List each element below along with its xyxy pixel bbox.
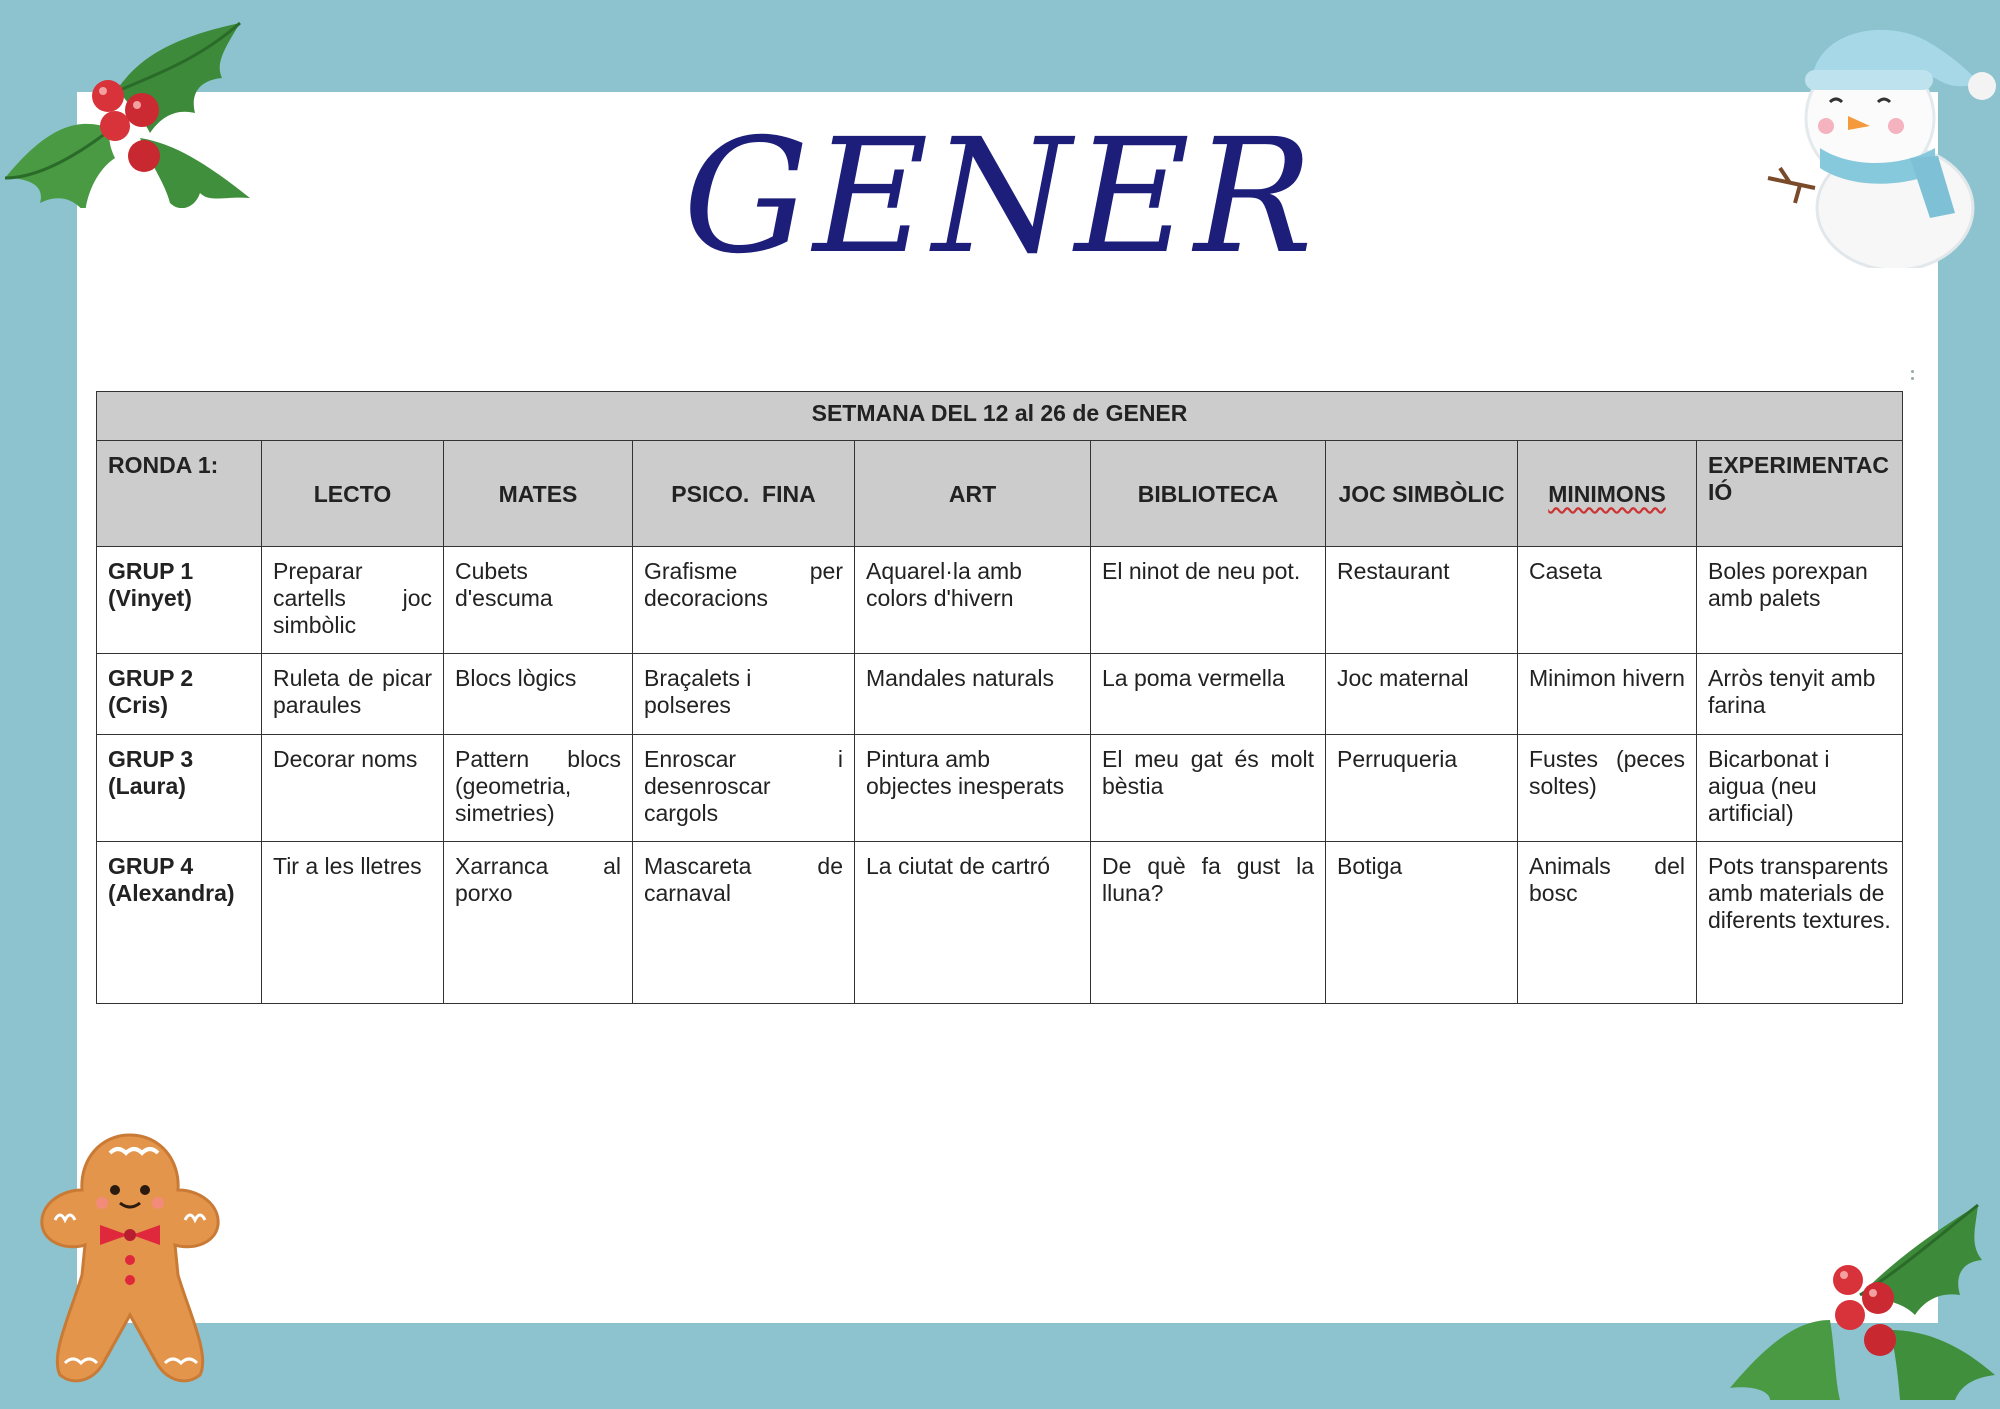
activity-cell: Joc maternal <box>1326 654 1518 735</box>
activity-cell: Restaurant <box>1326 547 1518 654</box>
group-cell: GRUP 2 (Cris) <box>97 654 262 735</box>
activity-cell: Bicarbonat i aigua (neu artificial) <box>1697 735 1903 842</box>
activity-cell: Caseta <box>1518 547 1697 654</box>
activity-cell: Pots transparents amb materials de diferents textures. <box>1697 842 1903 1004</box>
activity-cell: Minimon hivern <box>1518 654 1697 735</box>
activity-cell: Pintura amb objectes inesperats <box>855 735 1091 842</box>
holly-icon <box>1720 1200 2000 1400</box>
activity-cell: Animals del bosc <box>1518 842 1697 1004</box>
activity-cell: La poma vermella <box>1091 654 1326 735</box>
holly-icon <box>0 18 260 208</box>
activity-cell: Fustes (peces soltes) <box>1518 735 1697 842</box>
activity-cell: Cubets d'escuma <box>444 547 633 654</box>
activity-cell: El meu gat és molt bèstia <box>1091 735 1326 842</box>
snowman-icon <box>1760 18 2000 268</box>
activity-cell: Decorar noms <box>262 735 444 842</box>
col-header-minimons <box>1518 441 1697 547</box>
table-drag-handle[interactable] <box>1911 370 1915 388</box>
group-cell: GRUP 3 (Laura) <box>97 735 262 842</box>
activity-cell: Mascareta de carnaval <box>633 842 855 1004</box>
activity-cell: Boles porexpan amb palets <box>1697 547 1903 654</box>
group-cell: GRUP 1 (Vinyet) <box>97 547 262 654</box>
activity-cell: Tir a les lletres <box>262 842 444 1004</box>
col-header-minimons-label: MINIMONS <box>1548 480 1666 507</box>
activity-cell: Xarranca al porxo <box>444 842 633 1004</box>
col-header-biblioteca: BIBLIOTECA <box>1091 441 1326 547</box>
activity-cell: Enroscar i desenroscar cargols <box>633 735 855 842</box>
activity-cell: Braçalets i polseres <box>633 654 855 735</box>
activity-cell: Ruleta de picar paraules <box>262 654 444 735</box>
activity-cell: El ninot de neu pot. <box>1091 547 1326 654</box>
col-header-art: ART <box>855 441 1091 547</box>
col-header-experimentacio-label: EXPERIMENTACIÓ <box>1708 452 1890 505</box>
group-cell: GRUP 4 (Alexandra) <box>97 842 262 1004</box>
activity-cell: Arròs tenyit amb farina <box>1697 654 1903 735</box>
col-header-mates: MATES <box>444 441 633 547</box>
activity-cell: Preparar cartells joc simbòlic <box>262 547 444 654</box>
activity-cell: La ciutat de cartró <box>855 842 1091 1004</box>
activity-cell: De què fa gust la lluna? <box>1091 842 1326 1004</box>
col-header-experimentacio <box>1697 441 1903 547</box>
activity-cell: Perruqueria <box>1326 735 1518 842</box>
schedule-table <box>96 391 1903 1004</box>
activity-cell: Botiga <box>1326 842 1518 1004</box>
gingerbread-man-icon <box>30 1125 230 1390</box>
round-label: RONDA 1: <box>97 441 262 547</box>
col-header-lecto: LECTO <box>262 441 444 547</box>
col-header-psico-fina <box>633 441 855 547</box>
col-header-joc-simbolic: JOC SIMBÒLIC <box>1326 441 1518 547</box>
table-row <box>97 654 1903 735</box>
activity-cell: Aquarel·la amb colors d'hivern <box>855 547 1091 654</box>
activity-cell: Mandales naturals <box>855 654 1091 735</box>
col-header-psico-fina-label: PSICO. FINA <box>671 480 816 507</box>
activity-cell: Grafisme per decoracions <box>633 547 855 654</box>
week-banner: SETMANA DEL 12 al 26 de GENER <box>97 392 1903 441</box>
page-title: GENER <box>682 105 1318 289</box>
activity-cell: Blocs lògics <box>444 654 633 735</box>
table-row <box>97 735 1903 842</box>
activity-cell: Pattern blocs (geometria, simetries) <box>444 735 633 842</box>
table-row <box>97 547 1903 654</box>
table-row <box>97 842 1903 1004</box>
